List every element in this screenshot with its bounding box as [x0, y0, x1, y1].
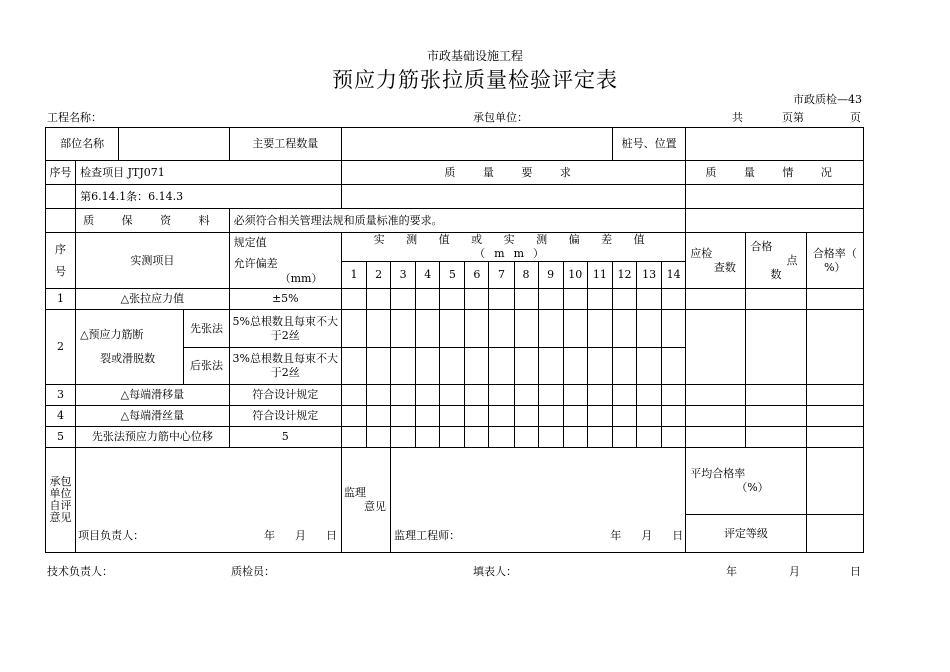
- seq-header: 序号: [46, 161, 76, 185]
- evaluation-table: [45, 127, 864, 553]
- supervisor-opinion-area[interactable]: [391, 448, 686, 553]
- row-spec: ±5%: [229, 289, 341, 310]
- station-label: 桩号、位置: [612, 128, 685, 161]
- table-row: [46, 289, 864, 310]
- row-item-line2: 裂或滑脱数: [100, 352, 156, 365]
- row-item: △每端滑丝量: [76, 406, 230, 427]
- sign-day: 日: [325, 529, 337, 542]
- point-number: 11: [587, 262, 612, 289]
- point-number: 8: [514, 262, 538, 289]
- pages-label: 页第: [782, 111, 804, 124]
- main-quantity-value[interactable]: [341, 128, 612, 161]
- supervisor-opinion-2: 意见: [363, 500, 386, 513]
- row-spec: 3%总根数且每束不大于2丝: [229, 348, 341, 385]
- point-number: 13: [637, 262, 662, 289]
- should-check-label-2: 查数: [713, 260, 736, 274]
- footer-year: 年: [726, 565, 737, 578]
- form-title: 预应力筋张拉质量检验评定表: [332, 68, 618, 92]
- contractor-opinion-area[interactable]: [76, 448, 342, 553]
- pages-end-label: 页: [850, 111, 861, 124]
- point-number: 4: [416, 262, 440, 289]
- contractor-label: 承包单位：: [473, 111, 528, 124]
- avg-pass-rate-value[interactable]: [806, 448, 863, 515]
- point-number: 3: [391, 262, 416, 289]
- project-name-label: 工程名称：: [47, 111, 102, 124]
- row-seq: 5: [46, 427, 76, 448]
- point-number: 2: [367, 262, 391, 289]
- contractor-opinion-label: 承包单位自评意见: [46, 448, 76, 553]
- point-number: 14: [662, 262, 686, 289]
- point-number: 5: [440, 262, 465, 289]
- footer-month: 月: [789, 565, 800, 578]
- spec-header: [229, 233, 341, 289]
- table-row: [46, 427, 864, 448]
- pass-count-label-1: 合格: [750, 239, 773, 253]
- avg-pass-rate-unit: （%）: [736, 481, 769, 494]
- point-number: 6: [465, 262, 489, 289]
- pass-rate-label-1: 合格率（: [812, 246, 857, 260]
- row-spec: 5%总根数且每束不大于2丝: [229, 310, 341, 348]
- avg-pass-rate-text: 平均合格率: [690, 467, 746, 480]
- pass-count-header: [746, 233, 806, 289]
- row-subitem: 先张法: [184, 310, 229, 348]
- blank-cell: [46, 209, 76, 233]
- grade-value[interactable]: [806, 515, 863, 553]
- row-subitem: 后张法: [184, 348, 229, 385]
- allowed-dev-label: 允许偏差: [233, 257, 278, 270]
- pass-rate-label-2: %）: [824, 260, 846, 274]
- measured-item-header: 实测项目: [76, 233, 230, 289]
- avg-pass-rate-label: [686, 448, 806, 515]
- point-number: 1: [341, 262, 366, 289]
- pass-count-label-2: 点: [786, 253, 798, 267]
- inspector-label: 质检员：: [231, 565, 275, 578]
- quality-status-header: 质 量 情 况: [686, 161, 864, 185]
- supervisor-engineer-label: 监理工程师：: [394, 529, 461, 542]
- point-number: 9: [538, 262, 563, 289]
- sup-sign-year: 年: [610, 529, 622, 542]
- sign-month: 月: [294, 529, 306, 542]
- assurance-text: 必须符合相关管理法规和质量标准的要求。: [229, 209, 686, 233]
- should-check-header: [686, 233, 746, 289]
- row-item-line1: △预应力筋断: [80, 328, 144, 341]
- main-quantity-label: 主要工程数量: [229, 128, 341, 161]
- assurance-status[interactable]: [686, 209, 864, 233]
- sign-year: 年: [263, 529, 275, 542]
- contractor-sign-line: [76, 529, 341, 552]
- point-number: 10: [563, 262, 587, 289]
- point-number: 12: [612, 262, 636, 289]
- filler-label: 填表人：: [473, 565, 517, 578]
- row-item: △每端滑移量: [76, 385, 230, 406]
- pages-total-label: 共: [732, 111, 743, 124]
- row-seq: 4: [46, 406, 76, 427]
- blank-cell: [46, 185, 76, 209]
- form-number: 市政质检—43: [793, 93, 862, 106]
- pass-rate-header: [806, 233, 863, 289]
- check-item-header: 检查项目 JTJ071: [76, 161, 342, 185]
- point-number: 7: [489, 262, 514, 289]
- seq-header-vertical: [46, 233, 76, 289]
- row-item: [76, 310, 184, 385]
- row-spec: 5: [229, 427, 341, 448]
- quality-requirement-header: 质 量 要 求: [341, 161, 685, 185]
- table-row: [46, 385, 864, 406]
- grade-label: 评定等级: [686, 515, 806, 553]
- assurance-label: 质 保 资 料: [76, 209, 230, 233]
- row-item: 先张法预应力筋中心位移: [76, 427, 230, 448]
- should-check-label-1: 应检: [690, 246, 713, 260]
- part-name-value[interactable]: [119, 128, 229, 161]
- measured-deviation-header: 实 测 值 或 实 测 偏 差 值 （mm）: [341, 233, 685, 262]
- row-seq: 1: [46, 289, 76, 310]
- pass-count-label-3: 数: [770, 267, 782, 281]
- supervisor-opinion-1: 监理: [343, 486, 366, 499]
- tech-lead-label: 技术负责人：: [47, 565, 113, 578]
- supervisor-opinion-label: [341, 448, 390, 553]
- table-row: [46, 310, 864, 348]
- supervisor-sign-line: [391, 529, 685, 552]
- footer-day: 日: [850, 565, 861, 578]
- mm-label: （mm）: [279, 272, 323, 285]
- row-item: △张拉应力值: [76, 289, 230, 310]
- seq-char-2: 号: [55, 264, 67, 278]
- row-spec: 符合设计规定: [229, 406, 341, 427]
- clause-status[interactable]: [686, 185, 864, 209]
- clause-reference: 第6.14.1条：6.14.3: [76, 185, 342, 209]
- sup-sign-day: 日: [672, 529, 684, 542]
- spec-value-label: 规定值: [233, 236, 267, 249]
- table-row: [46, 406, 864, 427]
- station-value[interactable]: [686, 128, 864, 161]
- row-seq: 2: [46, 310, 76, 385]
- part-name-label: 部位名称: [46, 128, 119, 161]
- clause-requirement[interactable]: [341, 185, 685, 209]
- seq-char-1: 序: [55, 242, 67, 256]
- row-spec: 符合设计规定: [229, 385, 341, 406]
- project-lead-label: 项目负责人：: [78, 529, 145, 542]
- sup-sign-month: 月: [641, 529, 653, 542]
- row-seq: 3: [46, 385, 76, 406]
- form-subtitle: 市政基础设施工程: [426, 49, 523, 63]
